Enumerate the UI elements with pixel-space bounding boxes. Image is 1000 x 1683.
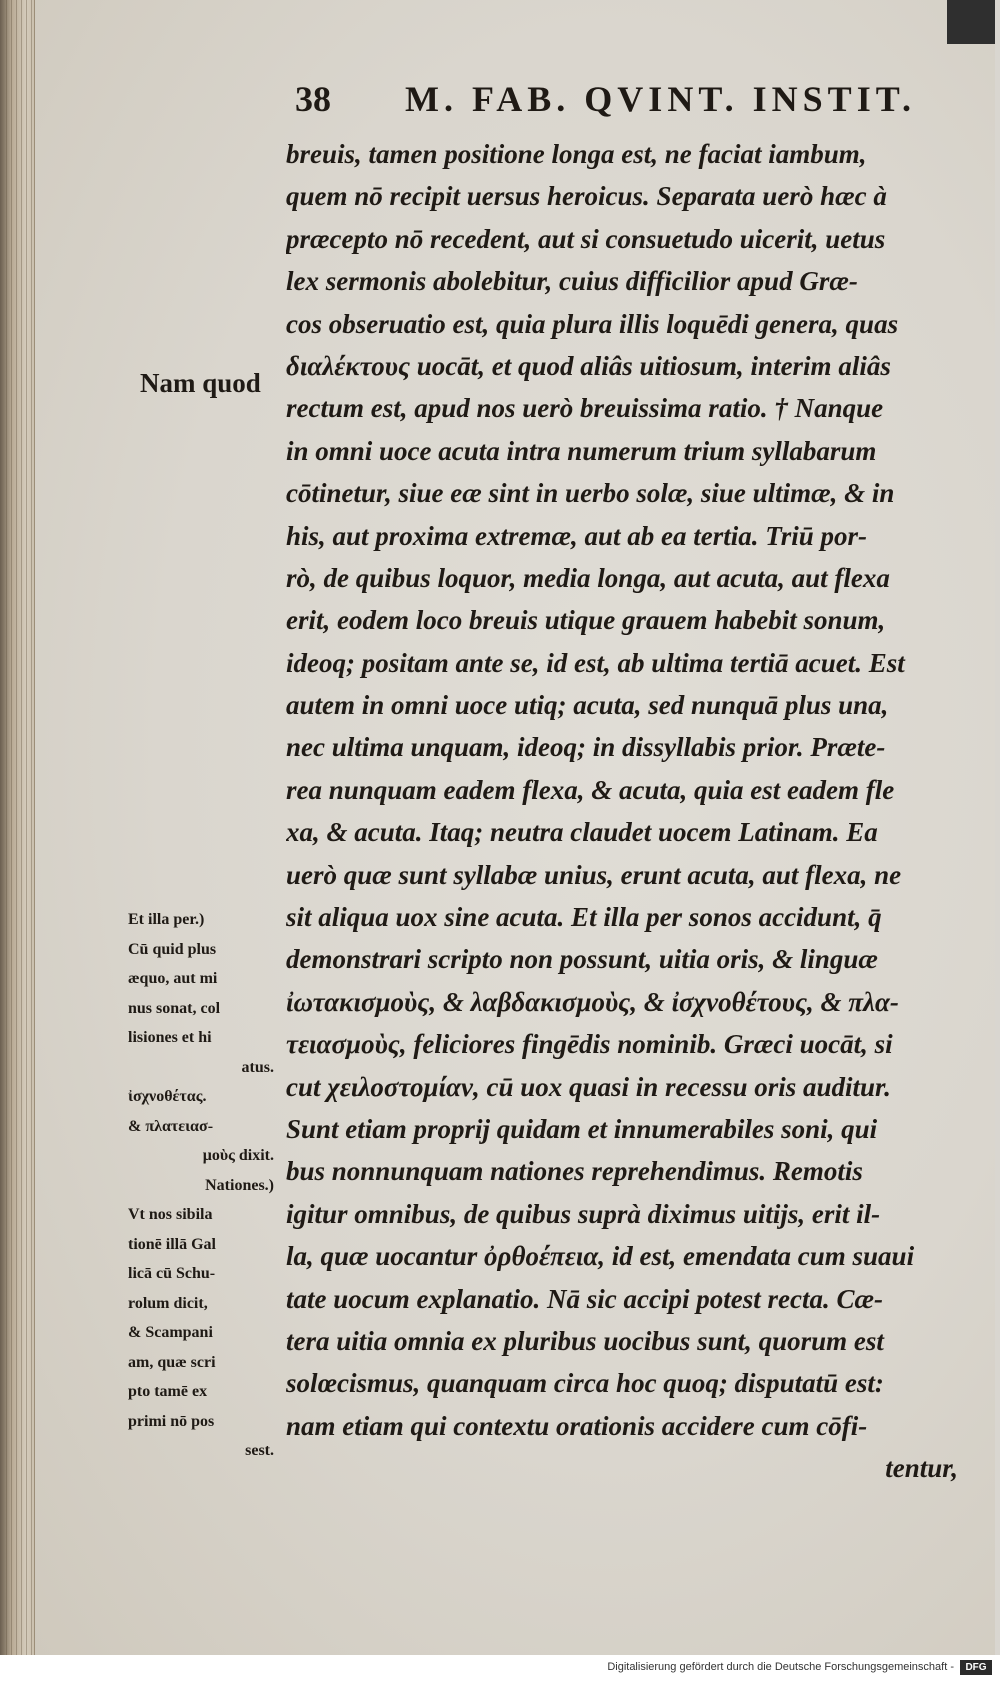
side-note-line: Et illa per.)	[128, 911, 205, 928]
page-number: 38	[295, 79, 331, 119]
text-line: quem nō recipit uersus heroicus. Separata uerò hæc à	[286, 181, 887, 212]
text-line: tera uitia omnia ex pluribus uocibus sunt, quorum est	[286, 1325, 884, 1356]
marginal-lemma: Nam quod	[140, 368, 261, 398]
footer-credit: Digitalisierung gefördert durch die Deutsche Forschungsgemeinschaft -	[607, 1661, 954, 1673]
text-line: τειασμοὺς, feliciores fingēdis nominib. Græci uocāt, si	[286, 1029, 893, 1060]
text-line: la, quæ uocantur ὀρθοέπεια, id est, emendata cum suaui	[286, 1241, 915, 1272]
running-title: M. FAB. QVINT. INSTIT.	[405, 79, 917, 119]
text-line: solœcismus, quanquam circa hoc quoq; disputatū est:	[286, 1368, 884, 1399]
text-line: bus nonnunquam nationes reprehendimus. Remotis	[286, 1156, 863, 1187]
side-note-line: & πλατειασ-	[128, 1117, 214, 1135]
side-note-line: lisiones et hi	[128, 1029, 212, 1046]
text-line: in omni uoce acuta intra numerum trium syllabarum	[286, 435, 877, 466]
text-line: rectum est, apud nos uerò breuissima ratio. † Nanque	[286, 393, 884, 424]
dfg-logo: DFG	[960, 1660, 992, 1675]
text-line: erit, eodem loco breuis utique grauem habebit sonum,	[286, 605, 886, 636]
text-line: his, aut proxima extremæ, aut ab ea tertia. Triū por-	[286, 520, 868, 551]
text-line: nec ultima unquam, ideoq; in dissyllabis prior. Præte-	[286, 732, 886, 763]
text-line: cos obseruatio est, quia plura illis loquēdi genera, quas	[286, 308, 899, 339]
side-note-line: Cū quid plus	[128, 940, 217, 958]
side-note-line: Nationes.)	[205, 1176, 274, 1194]
side-note-line: nus sonat, col	[128, 999, 221, 1017]
body-text	[286, 133, 976, 1490]
text-line: præcepto nō recedent, aut si consuetudo uicerit, uetus	[286, 223, 886, 254]
text-line: tentur,	[885, 1453, 958, 1484]
side-note-line: æquo, aut mi	[128, 970, 218, 987]
text-line: lex sermonis abolebitur, cuius difficilior apud Græ-	[286, 266, 858, 297]
text-line: igitur omnibus, de quibus suprà diximus uitijs, erit il-	[286, 1198, 881, 1229]
text-line: tate uocum explanatio. Nā sic accipi potest recta. Cæ-	[286, 1283, 883, 1314]
text-line: διαλέκτους uocāt, et quod aliâs uitiosum, interim aliâs	[286, 350, 891, 381]
side-note-line: & Scampani	[128, 1324, 213, 1341]
text-line: rea nunquam eadem flexa, & acuta, quia est eadem fle	[286, 774, 895, 805]
text-line: breuis, tamen positione longa est, ne faciat iambum,	[286, 139, 867, 169]
text-line: rò, de quibus loquor, media longa, aut acuta, aut flexa	[286, 562, 890, 593]
scan-corner	[947, 0, 995, 44]
text-line: sit aliqua uox sine acuta. Et illa per sonos accidunt, q̄	[286, 902, 882, 933]
text-line: ideoq; positam ante se, id est, ab ultima tertiā acuet. Est	[286, 647, 905, 678]
side-note-line: atus.	[241, 1058, 274, 1076]
side-note-line: tionē illā Gal	[128, 1235, 216, 1253]
side-notes	[128, 905, 284, 1466]
text-line: nam etiam qui contextu orationis accidere cum cōfi-	[286, 1410, 868, 1441]
text-line: cōtinetur, siue eæ sint in uerbo solæ, siue ultimæ, & in	[286, 478, 895, 509]
side-note-line: μοὺς dixit.	[202, 1147, 274, 1164]
side-note-line: am, quæ scri	[128, 1353, 216, 1371]
side-note-line: licā cū Schu-	[128, 1265, 216, 1282]
side-note-line: sest.	[245, 1442, 274, 1459]
text-line: ἰωτακισμοὺς, & λαβδακισμοὺς, & ἰσχνοθέτους, & πλα-	[286, 986, 899, 1017]
digitization-footer	[0, 1655, 1000, 1683]
text-line: autem in omni uoce utiq; acuta, sed nunquā plus una,	[286, 690, 889, 721]
side-note-line: Vt nos sibila	[128, 1206, 213, 1223]
side-note-line: pto tamē ex	[128, 1383, 208, 1400]
text-line: demonstrari scripto non possunt, uitia oris, & linguæ	[286, 944, 878, 975]
text-line: cut χειλοστομίαν, cū uox quasi in recessu oris auditur.	[286, 1071, 891, 1102]
page-header	[295, 78, 925, 126]
text-line: Sunt etiam proprij quidam et innumerabiles soni, qui	[286, 1113, 878, 1144]
side-note-line: ἰσχνοθέτας.	[128, 1088, 207, 1105]
text-line: xa, & acuta. Itaq; neutra claudet uocem Latinam. Ea	[286, 817, 878, 848]
side-note-line: primi nō pos	[128, 1412, 215, 1430]
text-line: uerò quæ sunt syllabæ unius, erunt acuta, aut flexa, ne	[286, 859, 902, 890]
side-note-line: rolum dicit,	[128, 1294, 208, 1312]
